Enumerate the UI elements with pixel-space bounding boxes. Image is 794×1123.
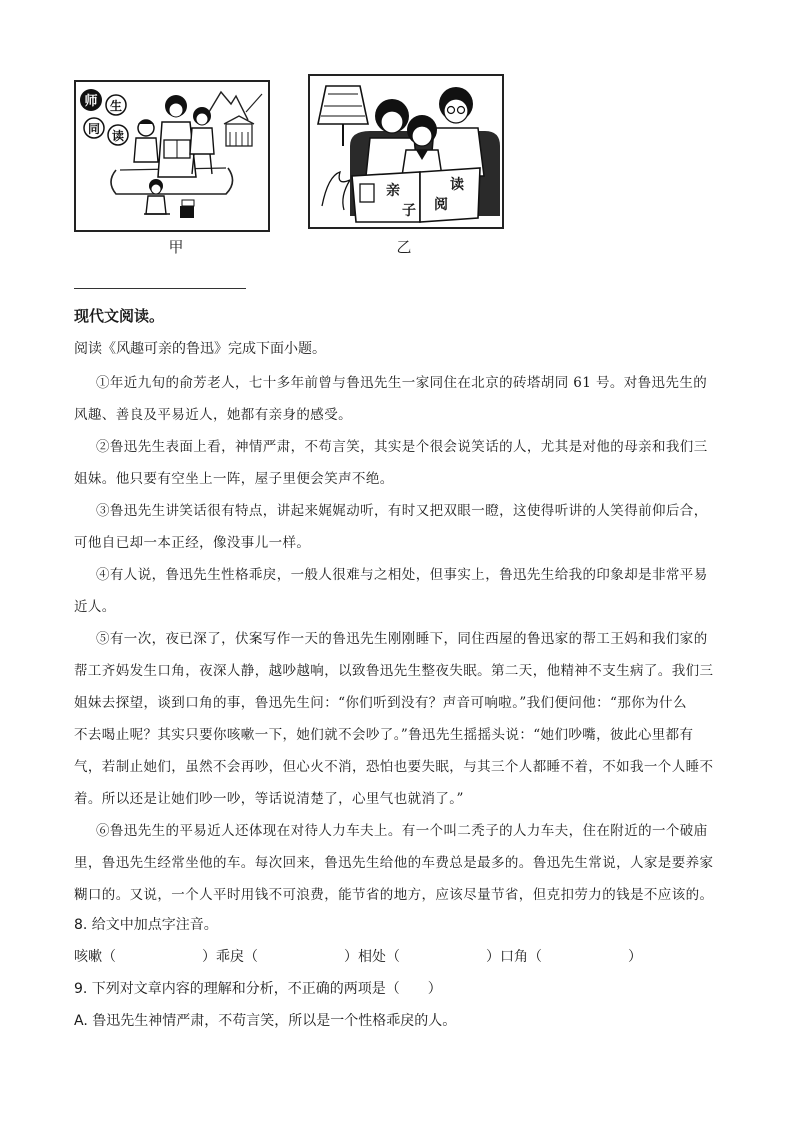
- passage-line: 姐妹。他只要有空坐上一阵，屋子里便会笑声不绝。: [74, 471, 394, 487]
- q8-item-5: ）: [628, 949, 642, 965]
- q8-item-3: ）相处（: [344, 949, 400, 965]
- reading-instruction: 阅读《风趣可亲的鲁迅》完成下面小题。: [74, 341, 326, 357]
- badge-char-1: 师: [84, 94, 98, 109]
- question-8-prompt: 8. 给文中加点字注音。: [74, 917, 218, 933]
- passage-line: ②鲁迅先生表面上看，神情严肃，不苟言笑，其实是个很会说笑话的人，尤其是对他的母亲和我们三: [96, 439, 708, 455]
- book-char-2: 子: [402, 203, 416, 219]
- badge-char-4: 读: [111, 129, 125, 143]
- passage-line: ①年近九旬的俞芳老人，七十多年前曾与鲁迅先生一家同住在北京的砖塔胡同 61 号。对鲁迅先生的: [96, 375, 708, 391]
- question-9-prompt: 9. 下列对文章内容的理解和分析，不正确的两项是（ ）: [74, 981, 442, 997]
- passage-line: ⑥鲁迅先生的平易近人还体现在对待人力车夫上。有一个叫二秃子的人力车夫，住在附近的一个破庙: [96, 823, 708, 839]
- teacher-student-reading-drawing: [76, 82, 268, 230]
- caption-figure-b: 乙: [396, 238, 412, 256]
- passage-line: ④有人说，鲁迅先生性格乖戾，一般人很难与之相处，但事实上，鲁迅先生给我的印象却是非常平易: [96, 567, 708, 583]
- passage-line: 糊口的。又说，一个人平时用钱不可浪费，能节省的地方，应该尽量节省，但克扣劳力的钱是不应该的。: [74, 887, 714, 903]
- book-char-1: 亲: [386, 183, 400, 199]
- q8-item-2: ）乖戾（: [202, 949, 258, 965]
- book-char-4: 读: [450, 177, 464, 193]
- book-char-3: 阅: [434, 197, 448, 213]
- passage-line: 可他自已却一本正经，像没事儿一样。: [74, 535, 311, 551]
- question-9-option-a: A. 鲁迅先生神情严肃，不苟言笑，所以是一个性格乖戾的人。: [74, 1013, 457, 1029]
- caption-figure-a: 甲: [168, 238, 184, 256]
- illustration-parent-child-reading: [308, 74, 504, 229]
- passage-line: 近人。: [74, 599, 116, 615]
- section-divider: [74, 288, 246, 289]
- question-8-items: [74, 946, 642, 966]
- q8-item-1: 咳嗽（: [74, 949, 116, 965]
- section-title: 现代文阅读。: [74, 307, 165, 325]
- passage-line: 里，鲁迅先生经常坐他的车。每次回来，鲁迅先生给他的车费总是最多的。鲁迅先生常说，人家是要养家: [74, 855, 714, 871]
- illustration-teacher-student-reading: [74, 80, 270, 232]
- badge-char-3: 同: [87, 122, 101, 136]
- passage-line: ③鲁迅先生讲笑话很有特点，讲起来娓娓动听，有时又把双眼一瞪，这使得听讲的人笑得前仰后合，: [96, 503, 708, 519]
- passage-line: ⑤有一次，夜已深了，伏案写作一天的鲁迅先生刚刚睡下，同住西屋的鲁迅家的帮工王妈和我们家的: [96, 631, 708, 647]
- passage-line: 姐妹去探望，谈到口角的事，鲁迅先生问：“你们听到没有？声音可响啦。”我们便问他：“那你为什么: [74, 695, 687, 711]
- passage-line: 气，若制止她们，虽然不会再吵，但心火不消，恐怕也要失眠，与其三个人都睡不着，不如我一个人睡不: [74, 759, 714, 775]
- q8-item-4: ）口角（: [486, 949, 542, 965]
- badge-char-2: 生: [109, 99, 123, 113]
- passage-line: 着。所以还是让她们吵一吵，等话说清楚了，心里气也就消了。”: [74, 791, 464, 807]
- passage-line: 风趣、善良及平易近人，她都有亲身的感受。: [74, 407, 352, 423]
- passage-line: 帮工齐妈发生口角，夜深人静，越吵越响，以致鲁迅先生整夜失眠。第二天，他精神不支生病了。我们三: [74, 663, 714, 679]
- passage-line: 不去喝止呢？其实只要你咳嗽一下，她们就不会吵了。”鲁迅先生摇摇头说：“她们吵嘴，彼此心里都有: [74, 727, 694, 743]
